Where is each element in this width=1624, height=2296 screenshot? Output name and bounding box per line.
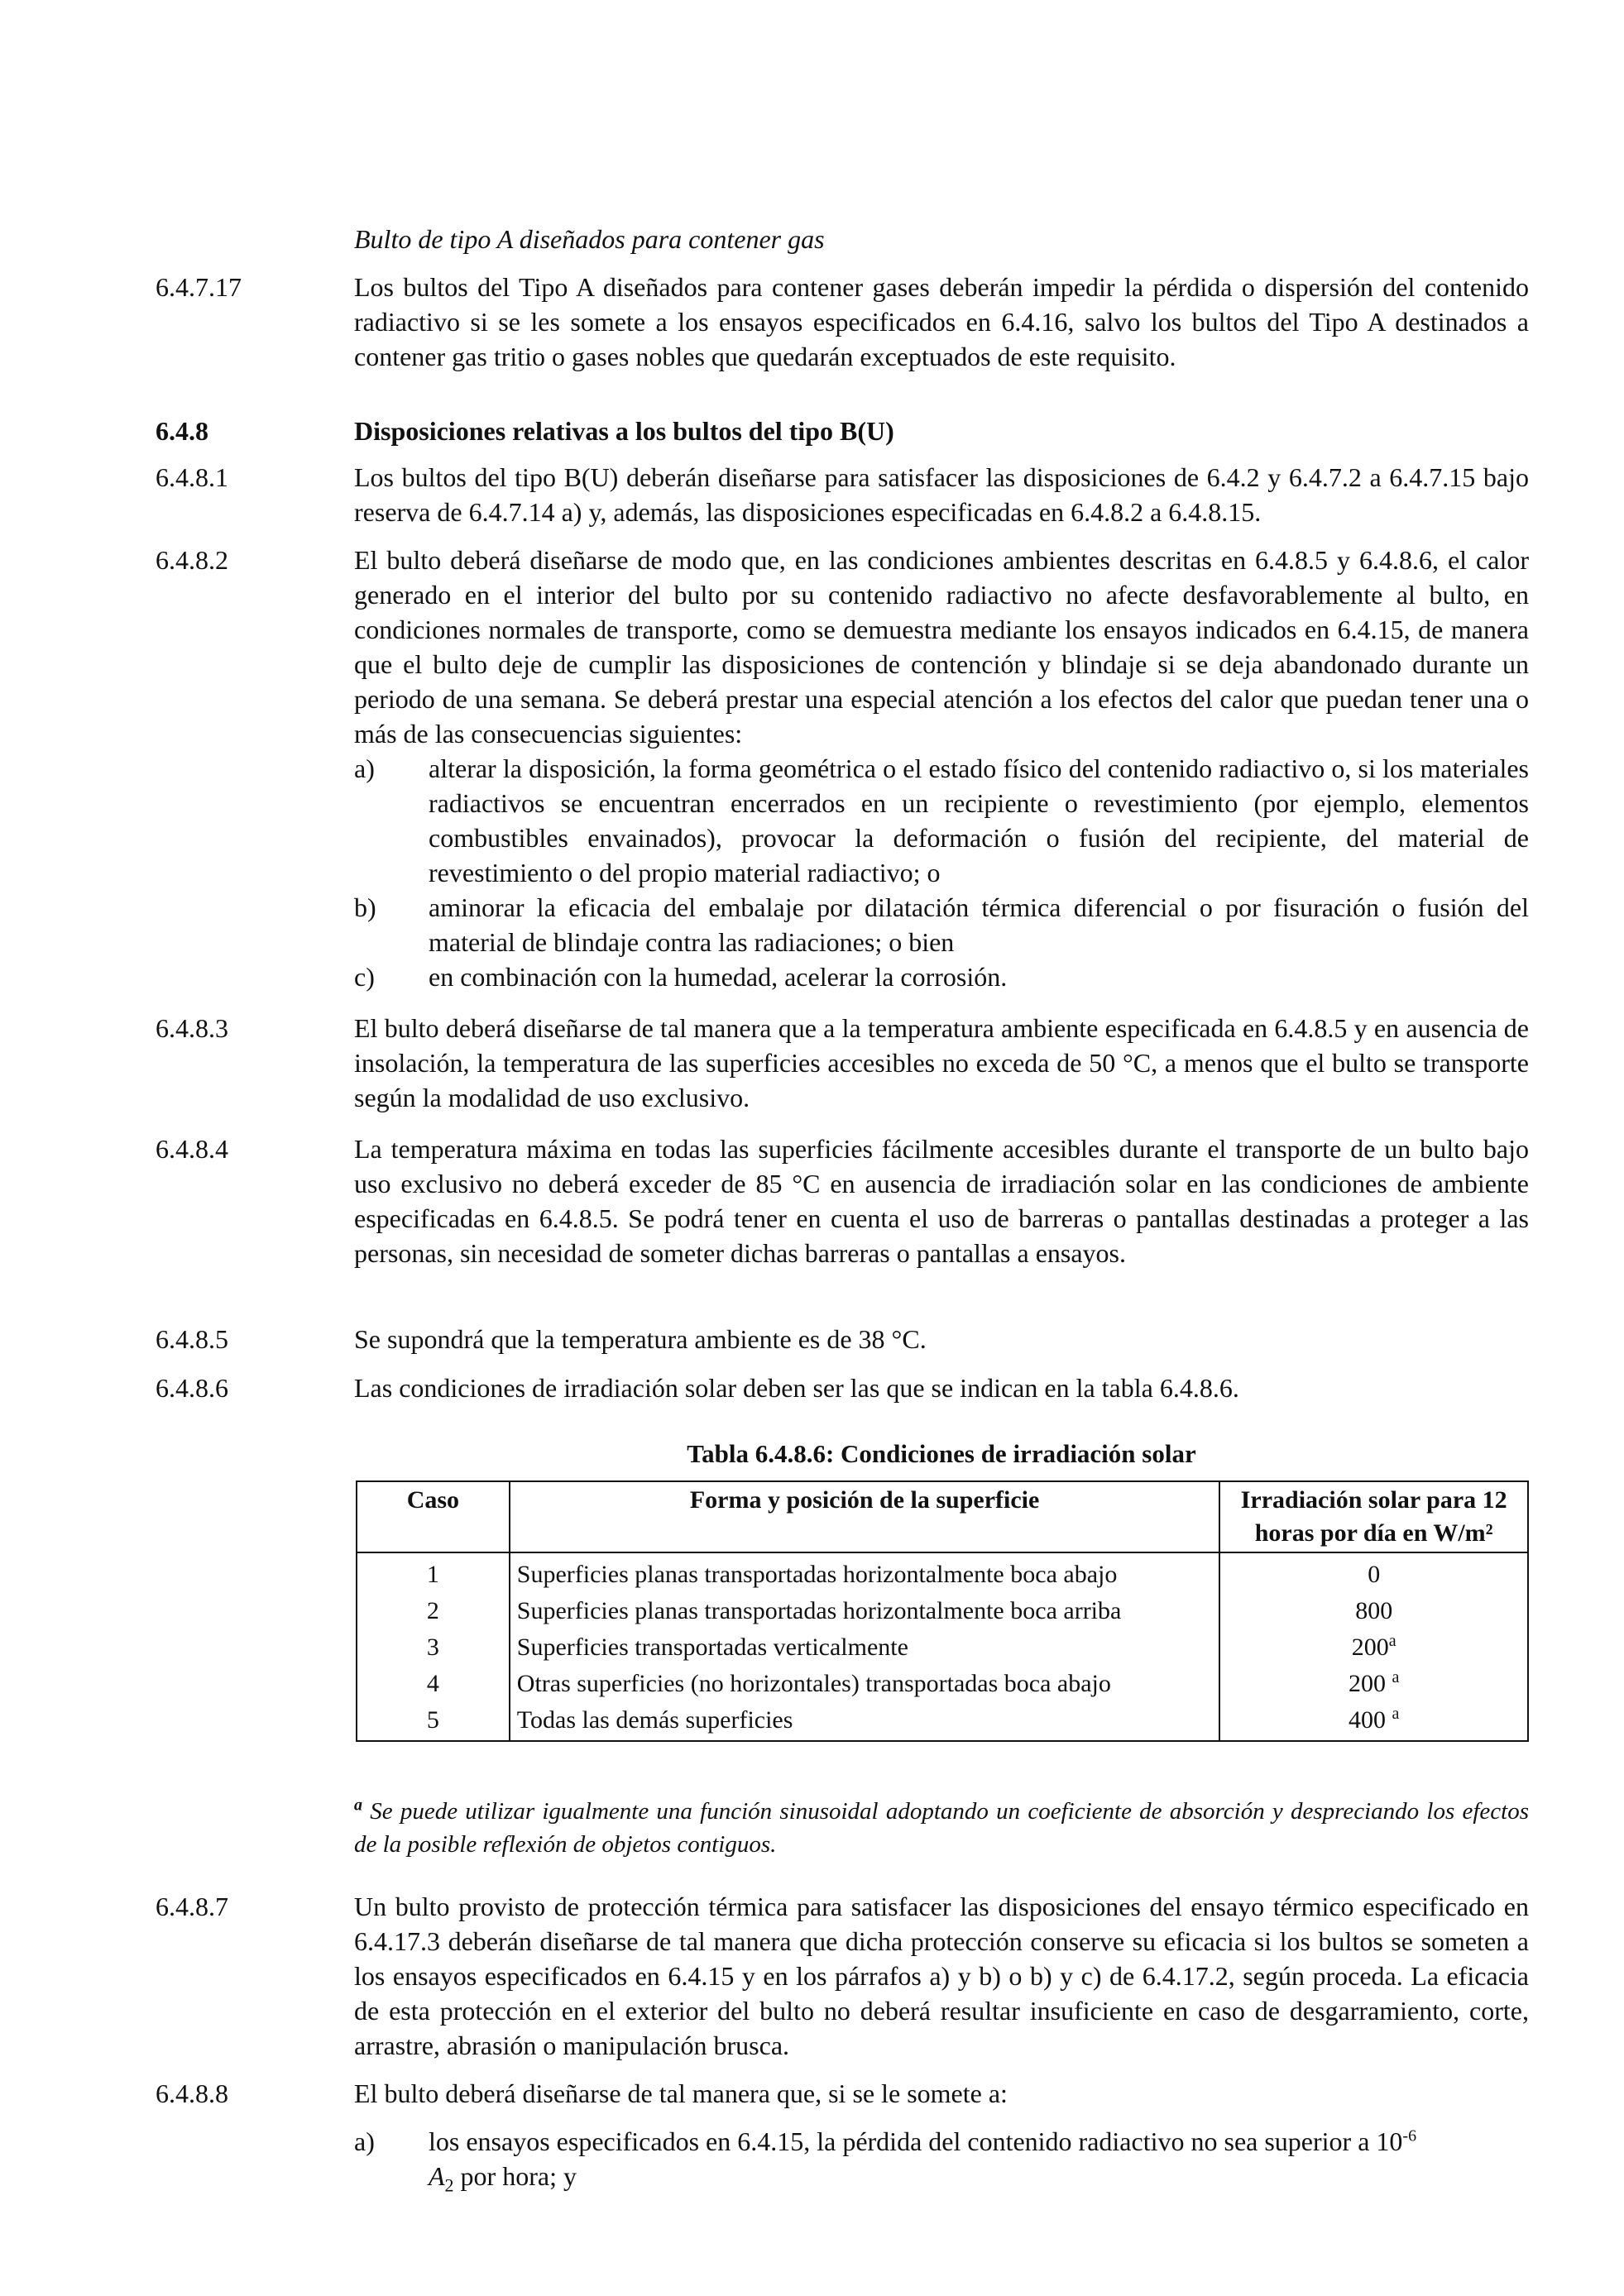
cell-caso: 3 xyxy=(357,1629,510,1666)
item-letter: c) xyxy=(354,962,375,992)
value: 400 xyxy=(1349,1706,1387,1734)
table-row xyxy=(357,1593,1528,1629)
value: 200 xyxy=(1349,1670,1387,1697)
list-item-a xyxy=(354,2124,1529,2196)
cell-forma: Superficies planas transportadas horizontalmente boca arriba xyxy=(510,1593,1220,1629)
table-row xyxy=(357,1629,1528,1666)
item-text-post: por hora; y xyxy=(453,2161,577,2191)
paragraph-number: 6.4.8.7 xyxy=(156,1892,228,1921)
cell-forma: Superficies planas transportadas horizontalmente boca abajo xyxy=(510,1552,1220,1593)
value: 0 xyxy=(1368,1561,1381,1588)
cell-valor xyxy=(1219,1702,1528,1741)
table-caption: Tabla 6.4.8.6: Condiciones de irradiación solar xyxy=(687,1439,1196,1468)
paragraph-text: Se supondrá que la temperatura ambiente es de 38 °C. xyxy=(354,1324,927,1354)
paragraph-text: Los bultos del Tipo A diseñados para contener gases deberán impedir la pérdida o dispersión del contenido radiactivo si se les somete a los ensayos especificados en 6.4.16, salvo los bultos del Tipo A destinados a contener gas tritio o gases nobles que quedarán exceptuados de este requisito. xyxy=(354,272,1529,371)
table-footnote xyxy=(354,1795,1529,1861)
footnote-mark: a xyxy=(354,1796,362,1815)
paragraph-number: 6.4.8.2 xyxy=(156,545,228,575)
paragraph-number: 6.4.8.1 xyxy=(156,462,228,492)
paragraph-text: Un bulto provisto de protección térmica para satisfacer las disposiciones del ensayo térmico especificado en 6.4.17.3 deberán diseñarse de tal manera que dicha protección conserve su eficacia si los bultos se someten a los ensayos especificados en 6.4.15 y en los párrafos a) y b) o b) y c) de 6.4.17.2, según proceda. La eficacia de esta protección en el exterior del bulto no deberá resultar insuficiente en caso de desgarramiento, corte, arrastre, abrasión o manipulación brusca. xyxy=(354,1892,1529,2060)
cell-forma: Todas las demás superficies xyxy=(510,1702,1220,1741)
item-letter: b) xyxy=(354,892,376,922)
exponent: -6 xyxy=(1402,2126,1417,2145)
table-row xyxy=(357,1552,1528,1593)
cell-forma: Otras superficies (no horizontales) transportadas boca abajo xyxy=(510,1666,1220,1702)
paragraph-number: 6.4.8.3 xyxy=(156,1013,228,1043)
paragraph-body xyxy=(354,543,1529,994)
paragraph-text: La temperatura máxima en todas las superficies fácilmente accesibles durante el transporte de un bulto bajo uso exclusivo no deberá exceder de 85 °C en ausencia de irradiación solar en las condiciones de ambiente especificadas en 6.4.8.5. Se podrá tener en cuenta el uso de barreras o pantallas destinadas a proteger a las personas, sin necesidad de someter dichas barreras o pantallas a ensayos. xyxy=(354,1134,1529,1268)
cell-valor xyxy=(1219,1666,1528,1702)
item-text-pre: los ensayos especificados en 6.4.15, la pérdida del contenido radiactivo no sea superior a 10 xyxy=(429,2126,1403,2156)
cell-caso: 5 xyxy=(357,1702,510,1741)
symbol-subscript: 2 xyxy=(444,2174,454,2196)
section-title: Disposiciones relativas a los bultos del tipo B(U) xyxy=(354,416,894,446)
section-number: 6.4.8 xyxy=(156,416,208,446)
footnote-mark: a xyxy=(1392,1668,1400,1686)
italic-heading: Bulto de tipo A diseñados para contener gas xyxy=(354,224,825,254)
paragraph-text: El bulto deberá diseñarse de modo que, en las condiciones ambientes descritas en 6.4.8.5 y 6.4.8.6, el calor generado en el interior del bulto por su contenido radiactivo no afecte desfavorablemente al bulto, en condiciones normales de transporte, como se demuestra mediante los ensayos indicados en 6.4.15, de manera que el bulto deje de cumplir las disposiciones de contención y blindaje si se deja abandonado durante un periodo de una semana. Se deberá prestar una especial atención a los efectos del calor que puedan tener una o más de las consecuencias siguientes: xyxy=(354,545,1529,749)
list-item-a xyxy=(354,751,1529,890)
item-text: en combinación con la humedad, acelerar la corrosión. xyxy=(429,962,1008,992)
paragraph-number: 6.4.8.4 xyxy=(156,1134,228,1164)
paragraph-number: 6.4.8.5 xyxy=(156,1324,228,1354)
item-text: aminorar la eficacia del embalaje por dilatación térmica diferencial o por fisuración o fusión del material de blindaje contra las radiaciones; o bien xyxy=(429,892,1529,957)
paragraph-number: 6.4.8.6 xyxy=(156,1373,228,1403)
cell-caso: 1 xyxy=(357,1552,510,1593)
cell-valor xyxy=(1219,1593,1528,1629)
paragraph-text: El bulto deberá diseñarse de tal manera que, si se le somete a: xyxy=(354,2078,1008,2108)
cell-valor xyxy=(1219,1629,1528,1666)
paragraph-number: 6.4.8.8 xyxy=(156,2078,228,2108)
table-header-row xyxy=(357,1481,1528,1552)
cell-valor xyxy=(1219,1552,1528,1593)
header-caso: Caso xyxy=(357,1481,510,1552)
footnote-mark: a xyxy=(1392,1705,1400,1723)
solar-irradiation-table xyxy=(356,1480,1529,1742)
cell-caso: 2 xyxy=(357,1593,510,1629)
table-row xyxy=(357,1666,1528,1702)
item-text: alterar la disposición, la forma geométrica o el estado físico del contenido radiactivo o, si los materiales radiactivos se encuentran encerrados en un recipiente o revestimiento (por ejemplo, elementos combustibles envainados), provocar la deformación o fusión del recipiente, del material de revestimiento o del propio material radiactivo; o xyxy=(429,753,1529,887)
table-row xyxy=(357,1702,1528,1741)
paragraph-text: Los bultos del tipo B(U) deberán diseñarse para satisfacer las disposiciones de 6.4.2 y 6.4.7.2 a 6.4.7.15 bajo reserva de 6.4.7.14 a) y, además, las disposiciones especificadas en 6.4.8.2 a 6.4.8.15. xyxy=(354,462,1529,527)
cell-forma: Superficies transportadas verticalmente xyxy=(510,1629,1220,1666)
header-forma: Forma y posición de la superficie xyxy=(510,1481,1220,1552)
item-letter: a) xyxy=(354,753,375,783)
paragraph-text: Las condiciones de irradiación solar deben ser las que se indican en la tabla 6.4.8.6. xyxy=(354,1373,1239,1403)
list-item-b xyxy=(354,890,1529,959)
header-irradiacion: Irradiación solar para 12 horas por día en W/m² xyxy=(1219,1481,1528,1552)
value: 200 xyxy=(1351,1634,1389,1661)
value: 800 xyxy=(1355,1597,1393,1624)
footnote-text: Se puede utilizar igualmente una función sinusoidal adoptando un coeficiente de absorción y despreciando los efectos de la posible reflexión de objetos contiguos. xyxy=(354,1798,1529,1858)
paragraph-number: 6.4.7.17 xyxy=(156,272,242,302)
paragraph-text: El bulto deberá diseñarse de tal manera que a la temperatura ambiente especificada en 6.4.8.5 y en ausencia de insolación, la temperatura de las superficies accesibles no exceda de 50 °C, a menos que el bulto se transporte según la modalidad de uso exclusivo. xyxy=(354,1013,1529,1112)
footnote-mark: a xyxy=(1388,1632,1396,1650)
paragraph-body xyxy=(354,2076,1529,2196)
item-letter: a) xyxy=(354,2126,375,2156)
symbol-a: A xyxy=(429,2161,445,2191)
cell-caso: 4 xyxy=(357,1666,510,1702)
list-item-c xyxy=(354,959,1529,994)
